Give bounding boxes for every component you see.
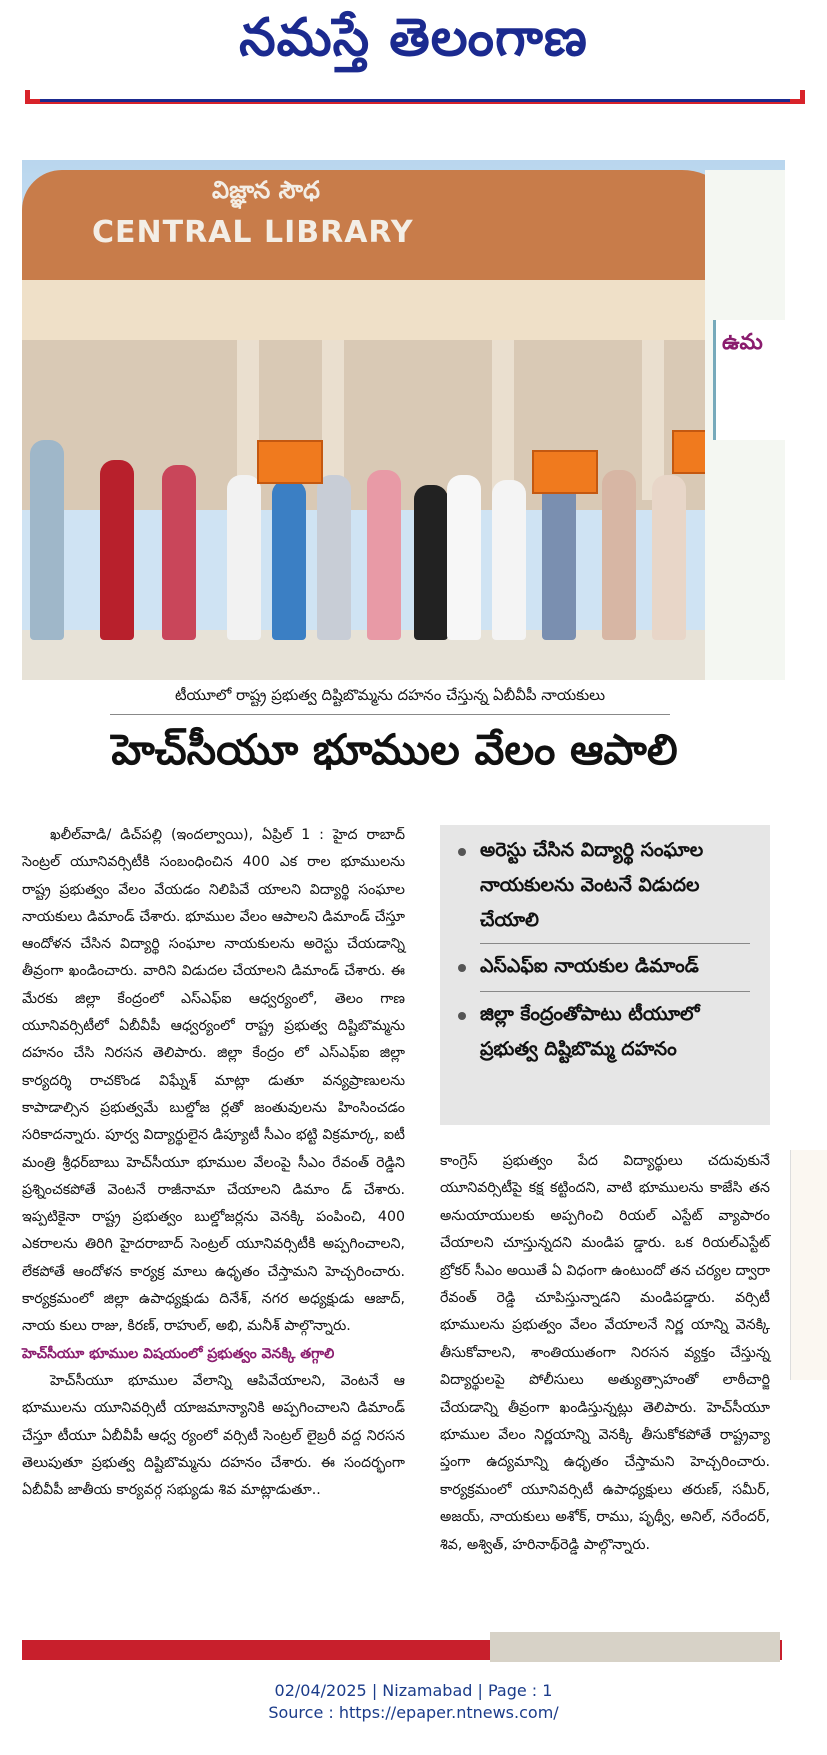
photo-caption: టీయూలో రాష్ట్ర ప్రభుత్వ దిష్టిబొమ్మను దహనం చేస్తున్న ఏబీవీపీ నాయకులు bbox=[110, 680, 670, 715]
highlight-item: ఎస్‌ఎఫ్‌ఐ నాయకుల డిమాండ్ bbox=[458, 949, 758, 984]
article-column-right bbox=[440, 1148, 770, 1559]
abvp-flag bbox=[532, 450, 598, 494]
newspaper-logo: నమస్తే తెలంగాణ bbox=[239, 8, 588, 68]
bullet-icon bbox=[458, 964, 466, 972]
article-column-left bbox=[22, 822, 405, 1504]
highlights-box bbox=[440, 825, 770, 1125]
highlight-item: అరెస్టు చేసిన విద్యార్థి సంఘాల నాయకులను వెంటనే విడుదల చేయాలి bbox=[458, 833, 758, 938]
article-paragraph: హెచ్‌సీయూ భూముల వేలాన్ని ఆపివేయాలని, వెంటనే ఆ భూములను యూనివర్సిటీ యాజమాన్యానికి అప్పగించాలని డిమాండ్ చేస్తూ టీయూ ఏబీవీపీ ఆధ్వ ర్యంలో వర్సిటీ సెంట్రల్ లైబ్రరీ వద్ద నిరసన తెలుపుతూ ప్రభుత్వ దిష్టిబొమ్మను దహనం చేశారు. ఈ సందర్భంగా ఏబీవీపీ జాతీయ కార్యవర్గ సభ్యుడు శివ మాట్లాడుతూ.. bbox=[22, 1372, 405, 1499]
article-paragraph: ఖలీల్‌వాడి/ డిచ్‌పల్లి (ఇందల్వాయి), ఏప్రిల్ 1 : హైద రాబాద్ సెంట్రల్ యూనివర్సిటీకి సంబంధించిన 400 ఎక రాల భూములను రాష్ట్ర ప్రభుత్వం వేలం వేయడం నిలిపివే యాలని విద్యార్థి సంఘాల నాయకులు డిమాండ్ చేశారు. భూముల వేలం ఆపాలని డిమాండ్ చేస్తూ ఆందోళన చేసిన విద్యార్థి సంఘాల నాయకులను అరెస్టు చేయడాన్ని తీవ్రంగా ఖండించారు. వారిని విడుదల చేయాలని డిమాండ్ చేశారు. ఈ మేరకు జిల్లా కేంద్రంలో ఎస్‌ఎఫ్‌ఐ ఆధ్వర్యంలో, తెలం గాణ యూనివర్సిటీలో ఏబీవీపీ ఆధ్వర్యంలో రాష్ట్ర ప్రభుత్వ దిష్టిబొమ్మను దహనం చేసి నిరసన తెలిపారు. జిల్లా కేంద్రం లో ఎస్‌ఎఫ్‌ఐ జిల్లా కార్యదర్శి రాచకొండ విఘ్నేశ్ మాట్లా డుతూ వన్యప్రాణులను కాపాడాల్సిన ప్రభుత్వమే బుల్డోజ ర్లతో జంతువులను హింసించడం సరికాదన్నారు. పూర్వ విద్యార్థులైన డిప్యూటీ సీఎం భట్టి విక్రమార్క, ఐటీ మంత్రి శ్రీధర్‌బాబు హెచ్‌సీయూ భూముల వేలంపై సీఎం రేవంత్ రెడ్డిని ప్రశ్నించకపోతే వెంటనే రాజీనామా చేయాలని డిమాం డ్ చేశారు. ఇప్పటికైనా రాష్ట్ర ప్రభుత్వం బుల్డోజర్లను వెనక్కి పంపించి, 400 ఎకరాలను తిరిగి హైదరాబాద్ సెంట్రల్ యూనివర్సిటీకి అప్పగించాలని, లేకపోతే ఆందోళన కార్యక్ర మాలు ఉధృతం చేస్తామని హెచ్చరించారు. కార్యక్రమంలో జిల్లా ఉపాధ్యక్షుడు దినేశ్, నగర అధ్యక్షుడు ఆజాద్, నాయ కులు రాజు, కిరణ్, రాహుల్, అభి, మనీశ్ పాల్గొన్నారు. bbox=[22, 827, 405, 1335]
edition-info: 02/04/2025 | Nizamabad | Page : 1 bbox=[274, 1681, 553, 1700]
next-article-photo bbox=[490, 1632, 780, 1662]
masthead bbox=[0, 0, 827, 110]
bullet-icon bbox=[458, 848, 466, 856]
abvp-flag bbox=[257, 440, 323, 484]
building-telugu-sign: విజ్ఞాన సౌధ bbox=[212, 176, 321, 204]
page-footer bbox=[0, 1680, 827, 1724]
news-photo bbox=[22, 160, 785, 680]
source-link[interactable]: Source : https://epaper.ntnews.com/ bbox=[268, 1703, 559, 1722]
masthead-rule bbox=[25, 90, 805, 104]
adjacent-article-edge: ఉమ bbox=[705, 170, 785, 680]
highlight-item: జిల్లా కేంద్రంతోపాటు టీయూలో ప్రభుత్వ దిష్టిబొమ్మ దహనం bbox=[458, 997, 758, 1067]
article-headline: హెచ్‌సీయూ భూముల వేలం ఆపాలి bbox=[111, 725, 678, 774]
adjacent-article-edge bbox=[790, 1150, 827, 1380]
protesters-group bbox=[22, 420, 742, 640]
article-subheading: హెచ్‌సీయూ భూముల విషయంలో ప్రభుత్వం వెనక్కి తగ్గాలి bbox=[22, 1345, 335, 1362]
bullet-icon bbox=[458, 1012, 466, 1020]
building-sign: CENTRAL LIBRARY bbox=[92, 215, 414, 250]
article-paragraph: కాంగ్రెస్ ప్రభుత్వం పేద విద్యార్థులు చదువుకునే యూనివర్సిటీపై కక్ష కట్టిందని, వాటి భూములను కాజేసి తన అనుయాయులకు అప్పగించి రియల్ ఎస్టేట్ వ్యాపారం చేయాలని చూస్తున్నదని మండిప డ్డారు. ఒక రియల్‌ఎస్టేట్ బ్రోకర్ సీఎం అయితే ఏ విధంగా ఉంటుందో తన చర్యల ద్వారా రేవంత్ రెడ్డి చూపిస్తున్నాడని మండిపడ్డారు. వర్సిటీ భూములను ప్రభుత్వం వేలం వేయాలనే నిర్ణ యాన్ని వెనక్కి తీసుకోవాలని, శాంతియుతంగా నిరసన వ్యక్తం చేస్తున్న విద్యార్థులపై పోలీసులు అత్యుత్సాహంతో లాఠీచార్జి చేయడాన్ని తీవ్రంగా ఖండిస్తున్నట్లు తెలిపారు. హెచ్‌సీయూ భూముల వేలం నిర్ణయాన్ని వెనక్కి తీసుకోకపోతే రాష్ట్రవ్యా ప్తంగా ఉద్యమాన్ని ఉధృతం చేస్తామని హెచ్చరించారు. కార్యక్రమంలో యూనివర్సిటీ ఉపాధ్యక్షులు తరుణ్, సమీర్, అజయ్, నాయకులు అశోక్, రాము, పృథ్వీ, అనిల్, నరేందర్, శివ, అశ్విత్, హరినాథ్‌రెడ్డి పాల్గొన్నారు. bbox=[440, 1153, 770, 1553]
